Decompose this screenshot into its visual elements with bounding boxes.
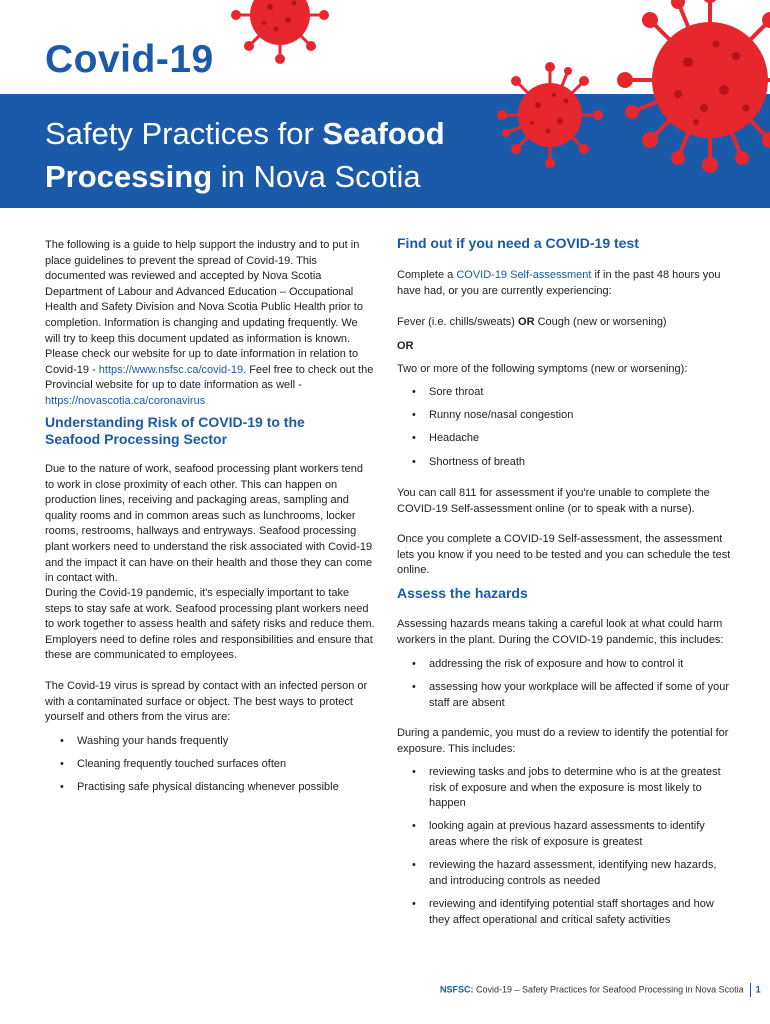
left-column [45, 238, 375, 410]
footer-text: Covid-19 – Safety Practices for Seafood Processing in Nova Scotia [473, 984, 744, 995]
left-column-body-3 [45, 679, 375, 726]
list-item: • reviewing and identifying potential staff shortages and how they affect operational and critical safety activities [397, 897, 732, 928]
page-footer [440, 983, 761, 997]
list-item: • reviewing the hazard assessment, identifying new hazards, and introducing controls as needed [397, 858, 732, 889]
section-heading-assess-hazards: Assess the hazards [397, 585, 528, 601]
paragraph-nature-of-work: Due to the nature of work, seafood processing plant workers tend to work in close proximity of each other. This can happen on production lines, receiving and packaging areas, sampling and quality rooms and in common areas such as lunchrooms, locker rooms, restrooms, hallways and entryways. Seafood processing plant workers need to understand the risk associated with Covid-19 and the impact it can have on their health and those they can come in contact with. [45, 463, 373, 585]
paragraph-pandemic-steps: During the Covid-19 pandemic, it's especially important to take steps to stay safe at work. Seafood processing plant workers need to work together to assess health and safety risks and reduce them. Employers need to define roles and responsibilities and ensure that these are communicated to employees. [45, 587, 375, 662]
protect-bullets [45, 734, 375, 804]
test-paragraph: Complete a COVID-19 Self-assessment if in the past 48 hours you have had, or you are currently experiencing: [397, 269, 721, 297]
list-item: • Cleaning frequently touched surfaces often [45, 757, 375, 773]
list-item: • looking again at previous hazard assessments to identify areas where the risk of exposure is greatest [397, 819, 732, 850]
list-item: • Runny nose/nasal congestion [397, 408, 732, 424]
list-item: • reviewing tasks and jobs to determine who is at the greatest risk of exposure and when the exposure is most likely to happen [397, 765, 732, 812]
symptoms-list [397, 385, 732, 478]
list-item: • Headache [397, 431, 732, 447]
nsfsc-covid-link[interactable]: https://www.nsfsc.ca/covid-19 [98, 363, 244, 376]
section-heading-understanding-risk: Understanding Risk of COVID-19 to the Seafood Processing Sector [45, 414, 305, 447]
page-subtitle: Safety Practices for Seafood Processing in Nova Scotia [45, 116, 445, 194]
intro-paragraph: The following is a guide to help support the industry and to put in place guidelines to prevent the spread of Covid-19. This documented was reviewed and accepted by Nova Scotia Department of Labour and Advanced Education – Occupational Health and Safety Division and Nova Scotia Public Health prior to completion. Information is changing and updating frequently. We will try to keep this document updated as information is known. Please check our website for up to date information in relation to Covid-19 - https://www.nsfsc.ca/covid-19. Feel free to check out the Provincial website for up to date information as well - https://novascotia.ca/coronavirus [45, 239, 374, 407]
paragraph-virus-spread: The Covid-19 virus is spread by contact with an infected person or with a contaminated surface or object. The best ways to protect yourself and others from the virus are: [45, 680, 368, 724]
fever-line: Fever (i.e. chills/sweats) OR Cough (new or worsening) [397, 316, 667, 328]
list-item: • Washing your hands frequently [45, 734, 375, 750]
left-column-body-2 [45, 586, 375, 664]
section-heading-find-test: Find out if you need a COVID-19 test [397, 235, 639, 251]
list-item: • Shortness of breath [397, 455, 732, 471]
novascotia-coronavirus-link[interactable]: https://novascotia.ca/coronavirus [45, 394, 206, 407]
or-label: OR [397, 340, 414, 352]
review-list [397, 765, 732, 936]
review-intro: During a pandemic, you must do a review to identify the potential for exposure. This includes: [397, 727, 729, 755]
list-item: • Sore throat [397, 385, 732, 401]
list-item: • addressing the risk of exposure and how to control it [397, 657, 732, 673]
hazards-intro: Assessing hazards means taking a careful look at what could harm workers in the plant. During the COVID-19 pandemic, this includes: [397, 618, 724, 646]
virus-illustration-icon [600, 0, 770, 220]
page-title: Covid-19 [45, 38, 214, 81]
list-item: • assessing how your workplace will be affected if some of your staff are absent [397, 680, 732, 711]
once-complete-paragraph: Once you complete a COVID-19 Self-assessment, the assessment lets you know if you need to be tested and you can schedule the test online. [397, 533, 731, 577]
footer-divider [750, 983, 751, 997]
symptoms-intro: Two or more of the following symptoms (new or worsening): [397, 363, 688, 375]
hazards-list [397, 657, 732, 719]
list-item: • Practising safe physical distancing whenever possible [45, 780, 375, 796]
self-assessment-link[interactable]: COVID-19 Self-assessment [456, 269, 592, 281]
call-811-paragraph: You can call 811 for assessment if you're unable to complete the COVID-19 Self-assessment online (or to speak with a nurse). [397, 487, 710, 515]
left-column-body [45, 462, 375, 587]
footer-brand: NSFSC: [440, 984, 474, 995]
virus-illustration-icon [225, 0, 335, 70]
page-number: 1 [755, 984, 761, 995]
